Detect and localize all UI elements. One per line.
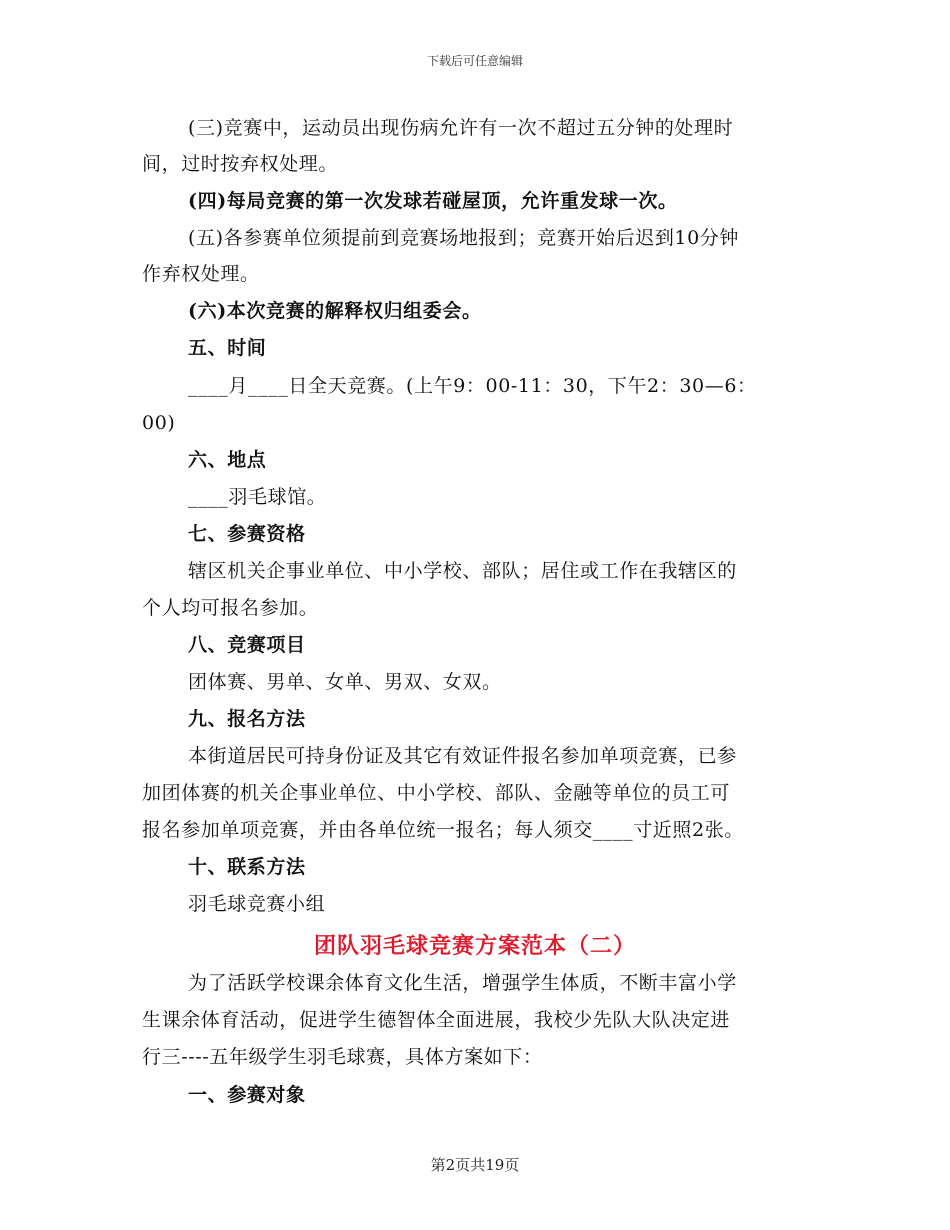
- paragraph-line: 团体赛、男单、女单、男双、女双。: [188, 671, 502, 693]
- section-heading: 八、竞赛项目: [188, 634, 306, 656]
- paragraph-line: 羽毛球竞赛小组: [188, 893, 326, 915]
- section-title: 团队羽毛球竞赛方案范本（二）: [313, 933, 636, 959]
- paragraph-line: ____月____日全天竞赛。(上午9：00-11：30，下午2：30—6：: [188, 375, 757, 397]
- paragraph-line: 个人均可报名参加。: [142, 597, 319, 619]
- page-header: 下载后可任意编辑: [426, 54, 523, 68]
- paragraph-line: (五)各参赛单位须提前到竞赛场地报到；竞赛开始后迟到10分钟: [188, 227, 740, 249]
- paragraph-line: (六)本次竞赛的解释权归组委会。: [188, 300, 482, 322]
- section-heading: 九、报名方法: [188, 708, 306, 730]
- page-footer: 第2页共19页: [430, 1156, 520, 1174]
- paragraph-line: 本街道居民可持身份证及其它有效证件报名参加单项竞赛，已参: [188, 745, 737, 767]
- paragraph-line: 报名参加单项竞赛，并由各单位统一报名；每人须交____寸近照2张。: [142, 819, 744, 841]
- paragraph-line: 生课余体育活动，促进学生德智体全面进展，我校少先队大队决定进: [142, 1009, 731, 1031]
- section-heading: 五、时间: [188, 337, 267, 359]
- paragraph-line: 间，过时按弃权处理。: [142, 153, 339, 175]
- section-heading: 七、参赛资格: [188, 523, 306, 545]
- section-heading: 十、联系方法: [188, 856, 306, 878]
- section-heading: 六、地点: [188, 449, 267, 471]
- paragraph-line: 行三----五年级学生羽毛球赛，具体方案如下：: [142, 1046, 543, 1068]
- paragraph-line: (四)每局竞赛的第一次发球若碰屋顶，允许重发球一次。: [188, 190, 678, 212]
- paragraph-line: 00): [142, 412, 176, 434]
- paragraph-line: ____羽毛球馆。: [188, 486, 327, 508]
- paragraph-line: 加团体赛的机关企事业单位、中小学校、部队、金融等单位的员工可: [142, 782, 731, 804]
- paragraph-line: 作弃权处理。: [142, 263, 260, 285]
- paragraph-line: 为了活跃学校课余体育文化生活，增强学生体质，不断丰富小学: [188, 972, 737, 994]
- section-heading: 一、参赛对象: [188, 1084, 306, 1106]
- paragraph-line: (三)竞赛中，运动员出现伤病允许有一次不超过五分钟的处理时: [188, 117, 734, 139]
- paragraph-line: 辖区机关企事业单位、中小学校、部队；居住或工作在我辖区的: [188, 560, 737, 582]
